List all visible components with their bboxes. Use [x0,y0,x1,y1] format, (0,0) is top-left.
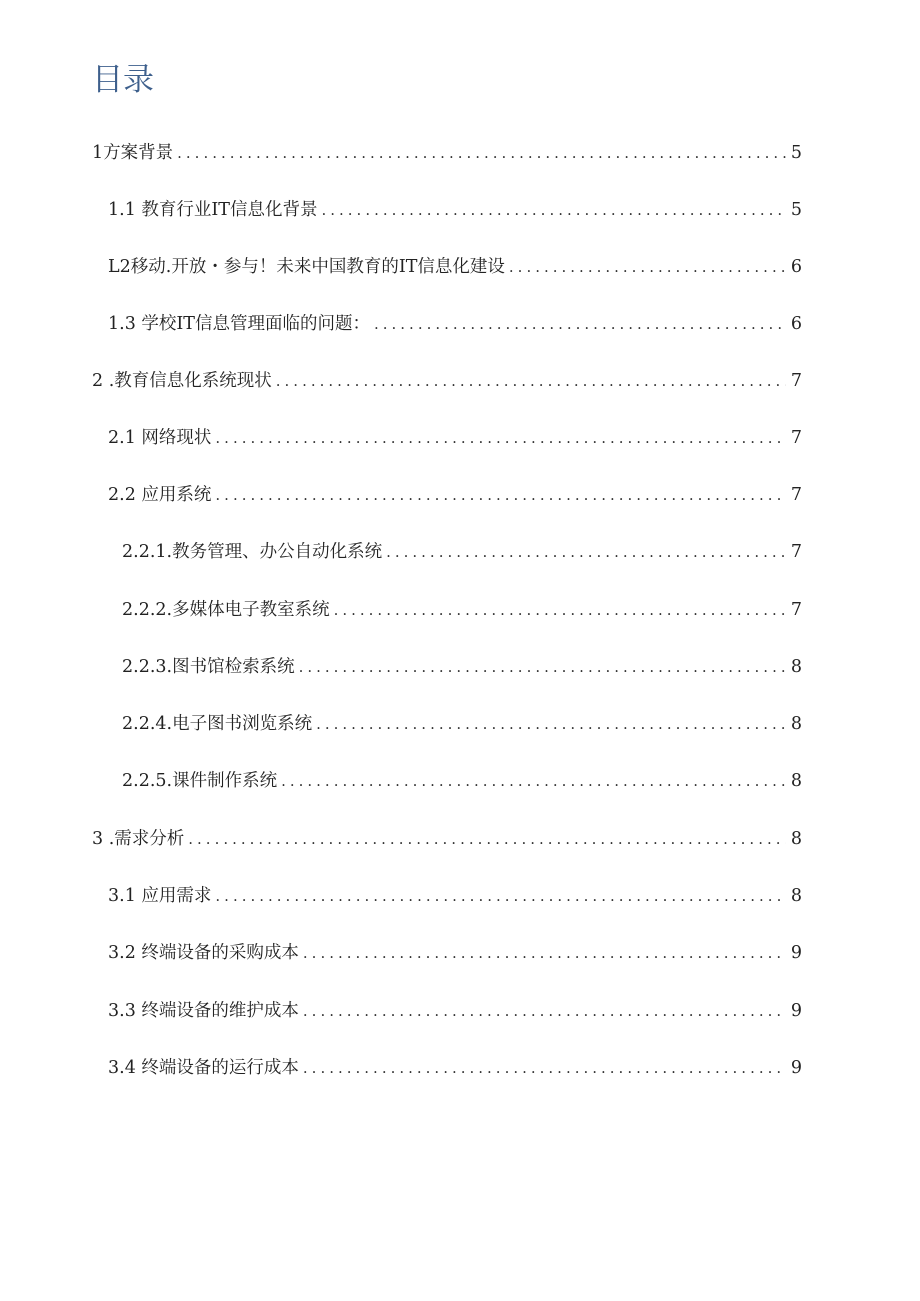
toc-leader-dots [215,883,786,909]
toc-entry-label: 1.1 教育行业IT信息化背景 [108,200,318,220]
toc-entry-page: 5 [790,200,802,220]
toc-entry[interactable] [122,711,802,737]
toc-entry-page: 7 [790,428,802,448]
toc-entry[interactable] [122,539,802,565]
toc-leader-dots [215,482,786,508]
toc-entry-label: 3.1 应用需求 [108,886,212,906]
toc-leader-dots [281,768,786,794]
toc-entry-page: 8 [790,657,802,677]
toc-leader-dots [321,197,786,223]
toc-entry[interactable] [108,425,802,451]
toc-leader-dots [303,998,786,1024]
toc-entry-page: 7 [790,542,802,562]
toc-leader-dots [276,368,786,394]
toc-entry[interactable] [92,826,802,852]
toc-leader-dots [299,654,786,680]
toc-entry-label: 2.1 网络现状 [108,428,212,448]
toc-entry-label: 3.2 终端设备的采购成本 [108,943,299,963]
toc-entry-page: 8 [790,714,802,734]
toc-entry-page: 6 [790,314,802,334]
toc-entry-label: 2.2.2.多媒体电子教室系统 [122,600,330,620]
toc-entry-page: 7 [790,600,802,620]
toc-entry[interactable] [108,1055,802,1081]
toc-leader-dots [316,711,786,737]
toc-entry[interactable] [108,883,802,909]
toc-entry-label: 3.4 终端设备的运行成本 [108,1058,299,1078]
toc-entry-label: 1.3 学校IT信息管理面临的问题： [108,314,370,334]
toc-entry[interactable] [92,140,802,166]
toc-entry[interactable] [108,482,802,508]
toc-entry-label: 1方案背景 [92,143,174,163]
toc-leader-dots [215,425,786,451]
toc-entry-page: 9 [790,1058,802,1078]
toc-entry-page: 7 [790,371,802,391]
toc-entry-label: L2移动.开放・参与！未来中国教育的IT信息化建设 [108,257,505,277]
toc-title: 目录 [92,62,154,98]
toc-entry-page: 7 [790,485,802,505]
toc-entry-page: 8 [790,829,802,849]
toc-leader-dots [509,254,786,280]
toc-entry-label: 2.2.5.课件制作系统 [122,771,278,791]
toc-entry-label: 2.2.4.电子图书浏览系统 [122,714,313,734]
toc-entry-label: 2 .教育信息化系统现状 [92,371,272,391]
toc-entry-page: 6 [790,257,802,277]
toc-entry-label: 3.3 终端设备的维护成本 [108,1001,299,1021]
toc-entry[interactable] [122,768,802,794]
toc-entry-label: 3 .需求分析 [92,829,185,849]
toc-entry-page: 9 [790,943,802,963]
toc-entry[interactable] [108,197,802,223]
toc-leader-dots [177,140,786,166]
toc-entry-page: 8 [790,771,802,791]
toc-entry-label: 2.2 应用系统 [108,485,212,505]
toc-entry[interactable] [108,998,802,1024]
toc-leader-dots [188,826,786,852]
toc-entry-page: 5 [790,143,802,163]
toc-entry[interactable] [108,940,802,966]
toc-entry[interactable] [108,311,802,337]
toc-leader-dots [303,940,786,966]
toc-entry-page: 9 [790,1001,802,1021]
toc-leader-dots [374,311,786,337]
toc-leader-dots [303,1055,786,1081]
toc-entry[interactable] [122,654,802,680]
toc-entry-page: 8 [790,886,802,906]
toc-entry[interactable] [108,254,802,280]
toc-entry[interactable] [122,597,802,623]
toc-leader-dots [386,539,786,565]
toc-entry-label: 2.2.3.图书馆检索系统 [122,657,295,677]
toc-entry-label: 2.2.1.教务管理、办公自动化系统 [122,542,383,562]
toc-leader-dots [334,597,786,623]
toc-entry[interactable] [92,368,802,394]
